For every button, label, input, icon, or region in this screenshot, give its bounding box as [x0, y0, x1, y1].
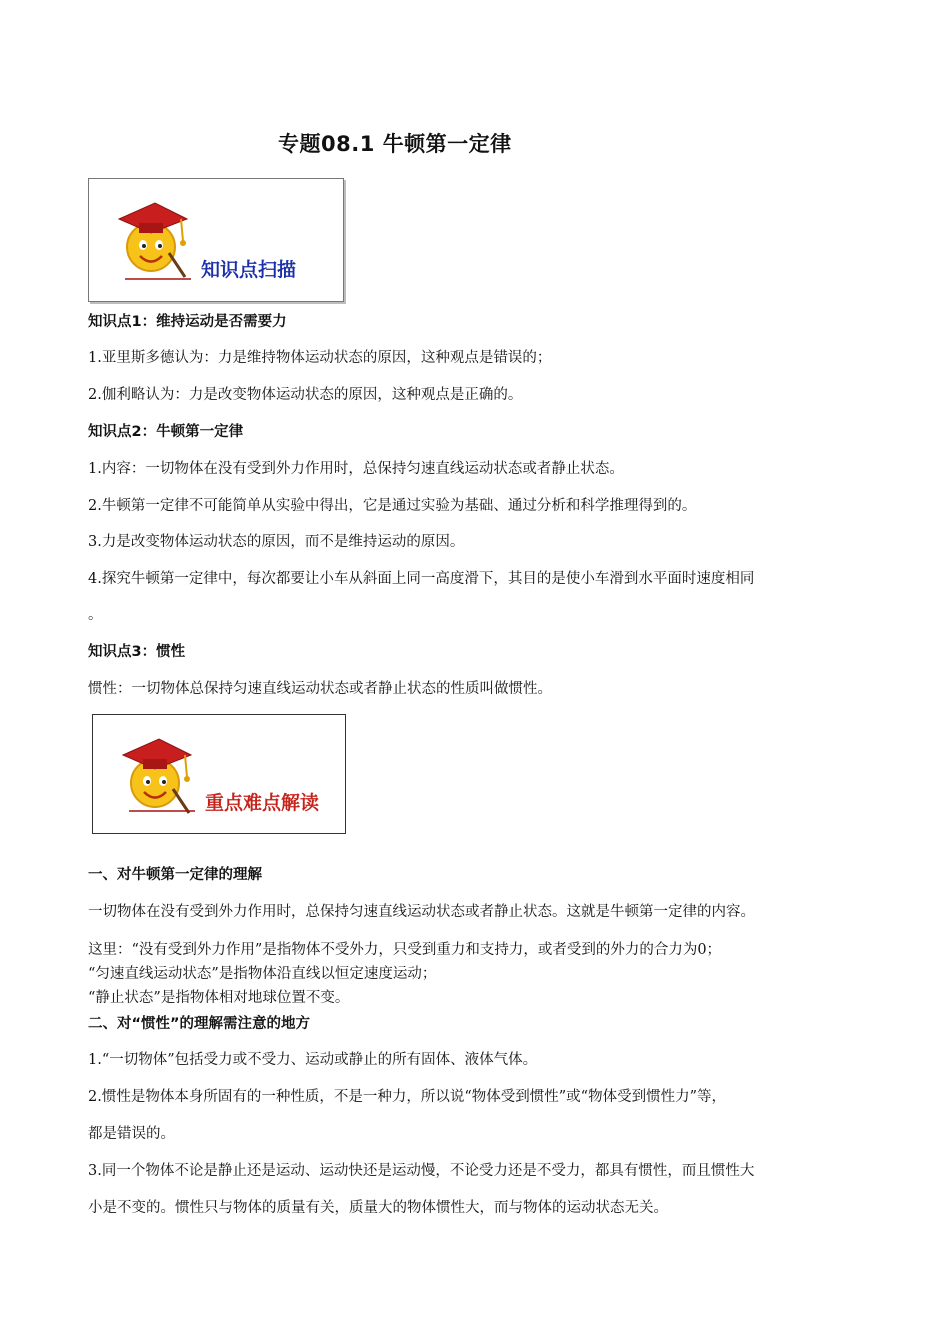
- part2-line-4: 3.同一个物体不论是静止还是运动、运动快还是运动慢，不论受力还是不受力，都具有惯性，而且惯性大: [88, 1163, 755, 1179]
- part2-line-1: 1.“一切物体”包括受力或不受力、运动或静止的所有固体、液体气体。: [88, 1052, 538, 1068]
- section2-line-1: 1.内容：一切物体在没有受到外力作用时，总保持匀速直线运动状态或者静止状态。: [88, 461, 624, 477]
- part1-heading: 一、对牛顿第一定律的理解: [88, 867, 262, 883]
- graduate-smiley-icon: [115, 725, 195, 821]
- section2-line-5: 。: [88, 607, 103, 623]
- part2-line-5: 小是不变的。惯性只与物体的质量有关，质量大的物体惯性大，而与物体的运动状态无关。: [88, 1200, 668, 1216]
- page-title: 专题08.1 牛顿第一定律: [278, 132, 512, 156]
- part1-line-3: “匀速直线运动状态”是指物体沿直线以恒定速度运动；: [88, 966, 437, 982]
- section1-line-2: 2.伽利略认为：力是改变物体运动状态的原因，这种观点是正确的。: [88, 387, 523, 403]
- part2-heading: 二、对“惯性”的理解需注意的地方: [88, 1016, 311, 1032]
- section3-line-1: 惯性：一切物体总保持匀速直线运动状态或者静止状态的性质叫做惯性。: [88, 681, 552, 697]
- key-points-banner: [92, 714, 346, 834]
- section1-line-1: 1.亚里斯多德认为：力是维持物体运动状态的原因，这种观点是错误的；: [88, 350, 552, 366]
- part1-line-1: 一切物体在没有受到外力作用时，总保持匀速直线运动状态或者静止状态。这就是牛顿第一定律的内容。: [88, 904, 755, 920]
- knowledge-scan-label: 知识点扫描: [201, 259, 297, 281]
- section2-heading: 知识点2：牛顿第一定律: [88, 424, 244, 440]
- part1-line-4: “静止状态”是指物体相对地球位置不变。: [88, 990, 350, 1006]
- part2-line-3: 都是错误的。: [88, 1126, 175, 1142]
- graduate-smiley-icon: [111, 189, 191, 285]
- knowledge-scan-banner: [88, 178, 344, 302]
- section2-line-3: 3.力是改变物体运动状态的原因，而不是维持运动的原因。: [88, 534, 465, 550]
- section1-heading: 知识点1：维持运动是否需要力: [88, 314, 287, 330]
- section2-line-4: 4.探究牛顿第一定律中，每次都要让小车从斜面上同一高度滑下，其目的是使小车滑到水平面时速度相同: [88, 571, 755, 587]
- part2-line-2: 2.惯性是物体本身所固有的一种性质，不是一种力，所以说“物体受到惯性”或“物体受到惯性力”等，: [88, 1089, 726, 1105]
- key-points-label: 重点难点解读: [205, 792, 320, 814]
- section3-heading: 知识点3：惯性: [88, 644, 186, 660]
- section2-line-2: 2.牛顿第一定律不可能简单从实验中得出，它是通过实验为基础、通过分析和科学推理得到的。: [88, 498, 697, 514]
- part1-line-2: 这里：“没有受到外力作用”是指物体不受外力，只受到重力和支持力，或者受到的外力的合力为0；: [88, 942, 722, 958]
